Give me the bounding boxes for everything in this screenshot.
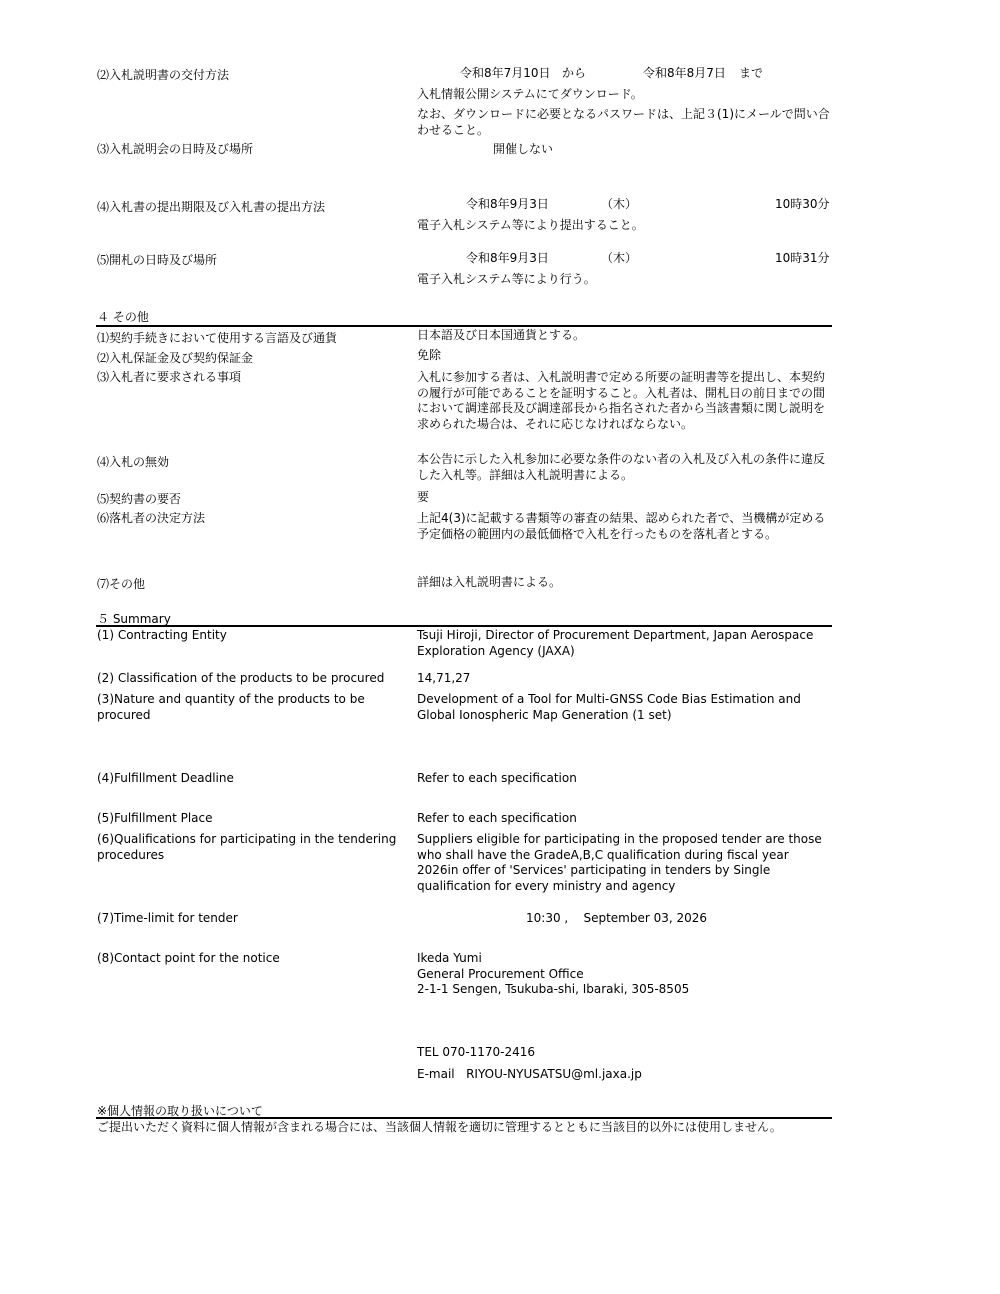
row-value: 上記4(3)に記載する書類等の審査の結果、認められた者で、当機構が定める予定価格の範囲内の最低価格で入札を行ったものを落札者とする。 (417, 511, 826, 541)
opening-weekday: （木） (601, 251, 638, 265)
section4-divider (96, 325, 832, 327)
row-value: 入札に参加する者は、入札説明書で定める所要の証明書等を提出し、本契約の履行が可能であることを証明すること。入札者は、開札日の前日までの間において調達部長及び調達部長から指名された者から当該書類に関し説明を求められた場合は、それに応じなければならない。 (417, 370, 826, 431)
row-label: ⑵入札保証金及び契約保証金 (97, 351, 254, 365)
contact-tel: TEL 070-1170-2416 (417, 1045, 536, 1059)
row-value: 10:30 , September 03, 2026 (526, 911, 708, 925)
section5-divider (96, 625, 832, 627)
row-value: 開催しない (493, 142, 554, 156)
date-from: 令和8年7月10日 (460, 66, 551, 80)
row-value: Refer to each specification (417, 771, 577, 785)
opening-method: 電子入札システム等により行う。 (417, 272, 596, 286)
contact-office: General Procurement Office (417, 967, 584, 981)
row-label: ⑶入札者に要求される事項 (97, 370, 242, 384)
password-note: なお、ダウンロードに必要となるパスワードは、上記３(1)にメールで問い合わせること。 (417, 107, 830, 137)
row-value: 本公告に示した入札参加に必要な条件のない者の入札及び入札の条件に違反した入札等。詳細は入札説明書による。 (417, 452, 826, 482)
row-value: 要 (417, 490, 430, 504)
row-value: 免除 (417, 348, 442, 362)
row-label: (3)Nature and quantity of the products to be procured (97, 692, 365, 722)
row-label: ⑷入札の無効 (97, 455, 170, 469)
row-value: Refer to each specification (417, 811, 577, 825)
row-value: Suppliers eligible for participating in the proposed tender are those who shall have the GradeA,B,C qualification during fiscal year 2026in offer of 'Services' participating in tenders by Single qualification for every ministry and agency (417, 832, 822, 893)
deadline-weekday: （木） (601, 197, 638, 211)
date-to: 令和8年8月7日 (643, 66, 726, 80)
to-word: まで (739, 66, 764, 80)
row-label: ⑵入札説明書の交付方法 (97, 68, 230, 82)
row-label: (6)Qualifications for participating in the tendering procedures (97, 832, 397, 862)
row-value: Tsuji Hiroji, Director of Procurement Department, Japan Aerospace Exploration Agency (JAXA) (417, 628, 814, 658)
privacy-heading: ※個人情報の取り扱いについて (97, 1104, 263, 1118)
row-label: (7)Time-limit for tender (97, 911, 238, 925)
submission-method: 電子入札システム等により提出すること。 (417, 218, 644, 232)
contact-name: Ikeda Yumi (417, 951, 482, 965)
distribution-method: 入札情報公開システムにてダウンロード。 (417, 87, 643, 101)
row-label: (5)Fulfillment Place (97, 811, 213, 825)
opening-date: 令和8年9月3日 (466, 251, 549, 265)
row-label: (1) Contracting Entity (97, 628, 227, 642)
row-value: 14,71,27 (417, 671, 471, 685)
row-label: ⑹落札者の決定方法 (97, 511, 206, 525)
row-value: 日本語及び日本国通貨とする。 (417, 328, 586, 342)
row-value: Development of a Tool for Multi-GNSS Code Bias Estimation and Global Ionospheric Map Generation (1 set) (417, 692, 801, 722)
from-word: から (562, 66, 587, 80)
section5-heading: ５ Summary (97, 612, 171, 626)
row-label: (8)Contact point for the notice (97, 951, 280, 965)
row-label: ⑺その他 (97, 577, 146, 591)
row-label: (4)Fulfillment Deadline (97, 771, 234, 785)
privacy-body: ご提出いただく資料に個人情報が含まれる場合には、当該個人情報を適切に管理するとともに当該目的以外には使用しません。 (97, 1120, 782, 1134)
row-label: (2) Classification of the products to be procured (97, 671, 385, 685)
contact-address: 2-1-1 Sengen, Tsukuba-shi, Ibaraki, 305-8505 (417, 982, 690, 996)
opening-time: 10時31分 (775, 251, 830, 265)
privacy-divider (96, 1117, 832, 1119)
row-label: ⑶入札説明会の日時及び場所 (97, 142, 254, 156)
row-label: ⑸契約書の要否 (97, 492, 182, 506)
row-label: ⑸開札の日時及び場所 (97, 253, 218, 267)
deadline-date: 令和8年9月3日 (466, 197, 549, 211)
row-label: ⑴契約手続きにおいて使用する言語及び通貨 (97, 331, 338, 345)
section4-heading: ４ その他 (97, 310, 149, 324)
row-value: 詳細は入札説明書による。 (417, 575, 562, 589)
deadline-time: 10時30分 (775, 197, 830, 211)
contact-email: E-mail RIYOU-NYUSATSU@ml.jaxa.jp (417, 1067, 642, 1081)
row-label: ⑷入札書の提出期限及び入札書の提出方法 (97, 200, 326, 214)
